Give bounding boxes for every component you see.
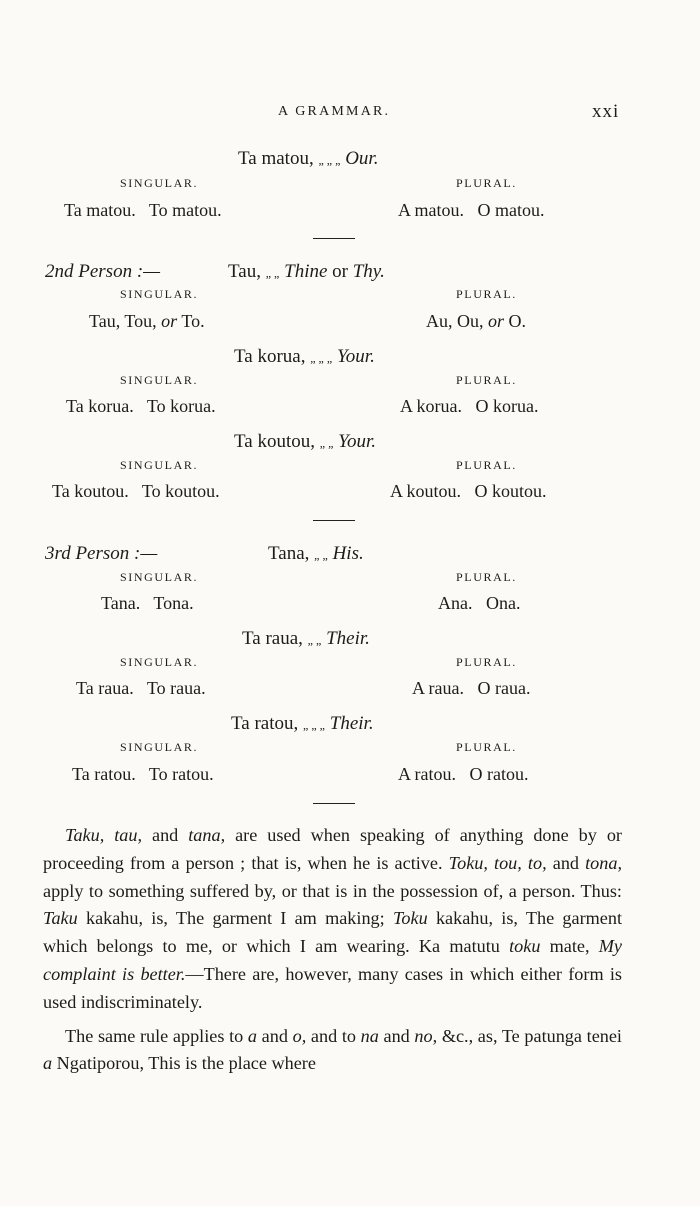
person-label-third (45, 543, 157, 565)
heading-term: Ta ratou, (231, 713, 299, 734)
heading-meaning: Our. (345, 148, 379, 169)
form-or: or (488, 311, 505, 331)
body-text (43, 822, 622, 1078)
heading-dots: „ „ „ (303, 718, 325, 732)
singular-label: SINGULAR. (120, 176, 199, 190)
form-text: Tau, Tou, (89, 311, 157, 331)
form-text: O. (508, 311, 527, 331)
section-divider (313, 238, 355, 239)
heading-meaning: Their. (326, 628, 370, 649)
plural-forms: A koutou. O koutou. (390, 481, 547, 501)
heading-meaning: Thine (284, 261, 328, 282)
plural-forms: Ana. Ona. (438, 593, 521, 613)
singular-forms: Ta matou. To matou. (64, 200, 222, 220)
heading-dots: „ „ „ (310, 351, 333, 365)
heading-term: Ta matou, (238, 148, 314, 169)
heading-meaning-alt: Thy. (352, 261, 385, 282)
singular-forms: Ta raua. To raua. (76, 678, 206, 698)
plural-label: PLURAL. (456, 655, 517, 669)
italic-term: Taku, tau, (65, 825, 143, 845)
heading-term: Ta koutou, (234, 431, 315, 452)
person-label-second (45, 261, 160, 283)
heading-meaning: Your. (336, 346, 375, 367)
section-divider (313, 520, 355, 521)
heading-term: Ta korua, (234, 346, 306, 367)
singular-forms: Ta ratou. To ratou. (72, 764, 214, 784)
italic-term: toku (509, 936, 541, 957)
singular-forms: Ta koutou. To koutou. (52, 481, 220, 501)
text-run: &c., as, Te patunga tenei (437, 1025, 622, 1046)
plural-forms (426, 311, 526, 332)
italic-term: o, (292, 1025, 307, 1046)
form-or: or (161, 311, 178, 331)
person-label-text: 2nd Person :— (45, 261, 161, 282)
page-number: xxi (592, 101, 620, 122)
italic-term: Toku, tou, to, (448, 852, 547, 873)
text-run: The same rule applies to (65, 1025, 248, 1046)
section-heading-ta-korua (234, 346, 375, 368)
section-heading-ta-koutou (234, 431, 376, 453)
plural-label: PLURAL. (456, 176, 517, 190)
text-run: mate, (540, 936, 599, 957)
plural-forms: A matou. O matou. (398, 200, 545, 220)
text-run: kakahu, is, The garment I am making; (77, 908, 393, 929)
heading-dots: „ „ (314, 548, 328, 562)
plural-label: PLURAL. (456, 287, 517, 301)
italic-term: na (360, 1025, 379, 1046)
plural-forms: A ratou. O ratou. (398, 764, 529, 784)
heading-meaning: Their. (329, 713, 374, 734)
text-run: and (257, 1025, 293, 1046)
singular-label: SINGULAR. (120, 458, 199, 472)
text-run: kakahu, is, The garment which belongs to me, or which I am wearing. Ka matutu (43, 908, 623, 957)
section-heading-tau (228, 261, 385, 283)
form-text: To. (181, 311, 205, 331)
italic-term: tona, (585, 852, 623, 873)
form-text: Au, Ou, (426, 311, 484, 331)
text-run: and (378, 1025, 415, 1046)
text-run: —There are, however, many cases in which either form is used indiscriminately. (43, 963, 622, 1012)
italic-term: no, (414, 1025, 438, 1046)
section-heading-ta-raua (242, 628, 370, 650)
singular-label: SINGULAR. (120, 655, 199, 669)
heading-term: Ta raua, (242, 628, 303, 649)
singular-forms (89, 311, 205, 332)
text-run: apply to something suffered by, or that is in the possession of, a person. Thus: (43, 880, 622, 901)
singular-forms: Tana. Tona. (101, 593, 194, 613)
heading-connector: or (332, 261, 348, 282)
running-head-title: A GRAMMAR. (278, 104, 391, 119)
heading-dots: „ „ (307, 633, 322, 647)
plural-forms: A raua. O raua. (412, 678, 531, 698)
heading-term: Tana, (268, 543, 310, 564)
plural-forms: A korua. O korua. (400, 396, 539, 416)
paragraph-same-rule (43, 1023, 622, 1079)
singular-forms: Ta korua. To korua. (66, 396, 216, 416)
section-heading-ta-ratou (231, 713, 374, 735)
plural-label: PLURAL. (456, 740, 517, 754)
text-run: and to (306, 1025, 361, 1046)
plural-label: PLURAL. (456, 458, 517, 472)
plural-label: PLURAL. (456, 373, 517, 387)
heading-dots: „ „ (265, 266, 280, 280)
heading-meaning: Your. (338, 431, 377, 452)
italic-term: Toku (392, 908, 428, 929)
section-divider (313, 803, 355, 804)
heading-term: Tau, (228, 261, 261, 282)
plural-label: PLURAL. (456, 570, 517, 584)
text-run: and (142, 825, 189, 845)
italic-term: a (43, 1053, 53, 1074)
singular-label: SINGULAR. (120, 287, 199, 301)
heading-dots: „ „ „ (318, 153, 341, 167)
text-run: and (546, 852, 586, 873)
italic-term: tana, (188, 825, 226, 845)
singular-label: SINGULAR. (120, 373, 199, 387)
italic-term: Taku (43, 908, 78, 929)
person-label-text: 3rd Person :— (45, 543, 158, 564)
section-heading-ta-matou (238, 148, 378, 170)
section-heading-tana (268, 543, 364, 565)
singular-label: SINGULAR. (120, 570, 199, 584)
heading-dots: „ „ (319, 436, 334, 450)
paragraph-usage (43, 822, 622, 1017)
text-run: Ngatiporou, This is the place where (52, 1053, 316, 1074)
italic-phrase: My complaint is better. (43, 936, 622, 984)
text-run: are used when speaking of anything done by or proceeding from a person ; that is, when he is active. (43, 825, 622, 873)
heading-meaning: His. (332, 543, 364, 564)
italic-term: a (247, 1025, 257, 1046)
singular-label: SINGULAR. (120, 740, 199, 754)
